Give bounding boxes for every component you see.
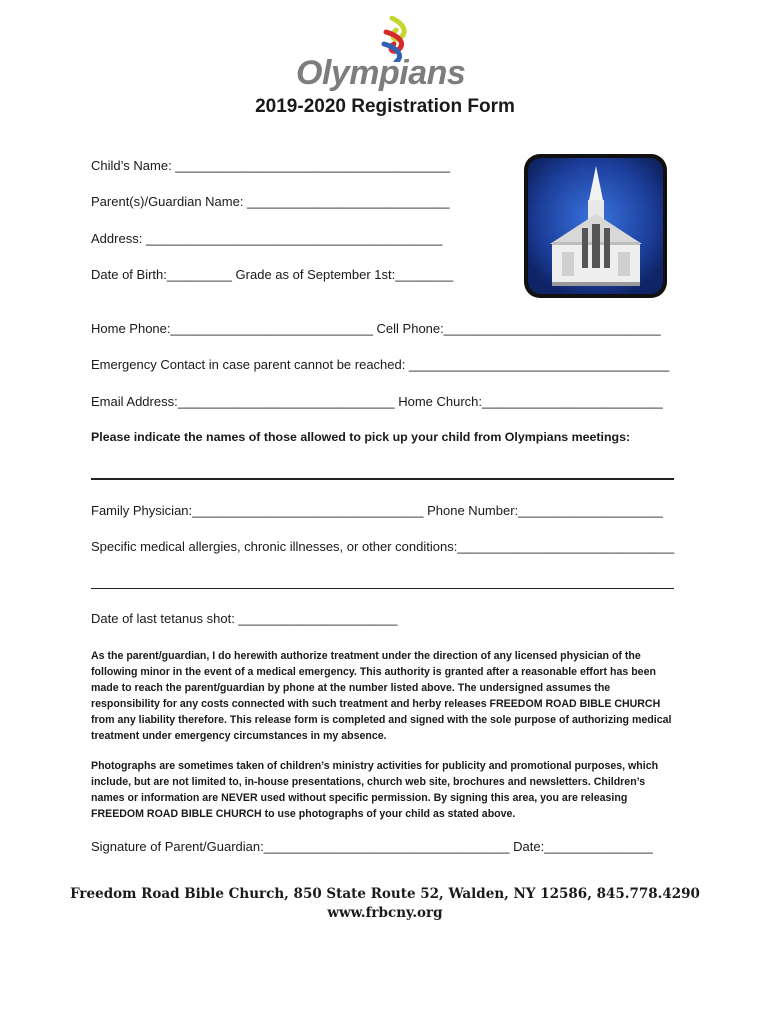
page-title: 2019-2020 Registration Form <box>255 96 515 117</box>
parent-name-field[interactable]: Parent(s)/Guardian Name: ____________________________ <box>91 194 450 209</box>
footer <box>0 885 770 923</box>
photo-release-paragraph: Photographs are sometimes taken of children’s ministry activities for publicity and promotional purposes, which include, but are not limited to, in-house presentations, church web site, brochures and newsletters. Children’s names or information are NEVER used without specific permission. By signing this area, you are releasing FREEDOM ROAD BIBLE CHURCH to use photographs of your child as stated above. <box>91 760 659 820</box>
address-field[interactable]: Address: _________________________________________ <box>91 231 443 246</box>
footer-address: Freedom Road Bible Church, 850 State Route 52, Walden, NY 12586, 845.778.4290 <box>70 886 700 902</box>
pickup-heading: Please indicate the names of those allowed to pick up your child from Olympians meetings: <box>91 430 631 444</box>
logo-text: Olympians <box>296 54 466 92</box>
child-name-field[interactable]: Child’s Name: ______________________________________ <box>91 158 451 173</box>
signature-field[interactable]: Signature of Parent/Guardian:__________________________________ Date:_______________ <box>91 839 653 854</box>
physician-field[interactable]: Family Physician:________________________________ Phone Number:____________________ <box>91 503 663 518</box>
emergency-contact-field[interactable]: Emergency Contact in case parent cannot be reached: ____________________________________ <box>91 357 670 372</box>
tetanus-field[interactable]: Date of last tetanus shot: ______________________ <box>91 611 398 626</box>
pickup-names-line[interactable] <box>91 478 674 480</box>
medical-conditions-line[interactable] <box>91 588 674 589</box>
phone-fields[interactable]: Home Phone:____________________________ Cell Phone:______________________________ <box>91 321 661 336</box>
medical-release-paragraph: As the parent/guardian, I do herewith authorize treatment under the direction of any licensed physician of the following minor in the event of a medical emergency. This authority is granted after a reasonable effort has been made to reach the parent/guardian by phone at the number listed above. The undersigned assumes the responsibility for any costs connected with such treatment and herby releases FREEDOM ROAD BIBLE CHURCH from any liability therefore. This release form is completed and signed with the sole purpose of authorizing medical treatment under emergency circumstances in my absence. <box>91 650 672 742</box>
dob-grade-field[interactable]: Date of Birth:_________ Grade as of September 1st:________ <box>91 267 454 282</box>
footer-website: www.frbcny.org <box>327 905 443 921</box>
church-image <box>522 152 669 300</box>
church-icon <box>522 152 669 300</box>
email-church-field[interactable]: Email Address:______________________________ Home Church:_________________________ <box>91 394 663 409</box>
medical-conditions-field[interactable]: Specific medical allergies, chronic illnesses, or other conditions:______________________________ <box>91 539 675 554</box>
